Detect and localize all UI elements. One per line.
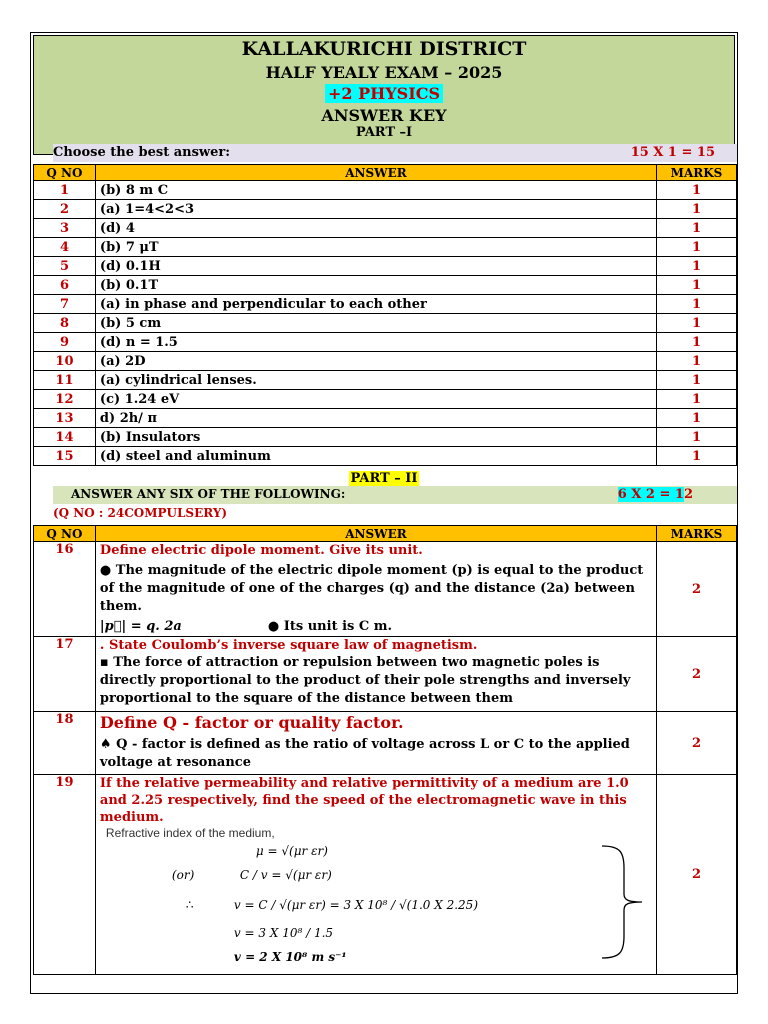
qno-cell: 6	[34, 276, 96, 295]
qno-cell: 4	[34, 238, 96, 257]
marks-cell: 1	[657, 219, 737, 238]
marks-cell: 1	[657, 295, 737, 314]
qno-cell: 14	[34, 428, 96, 447]
qno-cell: 11	[34, 371, 96, 390]
table-row	[34, 447, 737, 466]
table-row	[34, 219, 737, 238]
answer-cell: (d) 0.1H	[95, 257, 656, 276]
qno-cell: 1	[34, 181, 96, 200]
answer-cell: (d) n = 1.5	[95, 333, 656, 352]
answer-cell: (d) 4	[95, 219, 656, 238]
part1-marks-total: 15 X 1 = 15	[630, 145, 715, 160]
answer-cell: d) 2h/ π	[95, 409, 656, 428]
answer-text: ♠ Q - factor is defined as the ratio of voltage across L or C to the applied voltage at resonance	[99, 737, 630, 770]
part1-instruction-bar	[53, 144, 737, 162]
solution-line-4: v = 3 X 10⁸ / 1.5	[233, 926, 334, 940]
answer-cell: (b) Insulators	[95, 428, 656, 447]
answer-cell	[95, 637, 656, 712]
answer-cell: (b) 0.1T	[95, 276, 656, 295]
qno-cell: 2	[34, 200, 96, 219]
answer-cell: (d) steel and aluminum	[95, 447, 656, 466]
col-marks: MARKS	[657, 526, 737, 542]
part2-compulsory-note: (Q NO : 24COMPULSERY)	[53, 506, 228, 520]
answer-cell	[95, 542, 656, 637]
table-row	[34, 775, 737, 975]
table-row	[34, 428, 737, 447]
solution-intro: Refractive index of the medium,	[105, 826, 275, 840]
answer-cell	[95, 712, 656, 775]
table-row	[34, 390, 737, 409]
answer-text: ▪ The force of attraction or repulsion between two magnetic poles is directly proportional to the product of their pole strengths and inversely proportional to the square of the distance between them	[99, 655, 631, 706]
qno-cell: 10	[34, 352, 96, 371]
dipole-formula: |p⃗| = q. 2a	[99, 619, 182, 634]
marks-cell: 1	[657, 428, 737, 447]
marks-cell: 1	[657, 200, 737, 219]
table-row	[34, 314, 737, 333]
question-text: . State Coulomb’s inverse square law of magnetism.	[99, 638, 478, 653]
table-row	[34, 181, 737, 200]
qno-cell: 17	[34, 637, 96, 712]
or-label: (or)	[171, 868, 195, 882]
qno-cell: 13	[34, 409, 96, 428]
solution-line-2: C / v = √(μr εr)	[239, 868, 332, 882]
part2-instruction-bar	[53, 486, 737, 504]
marks-cell: 1	[657, 390, 737, 409]
part1-title: PART –I	[355, 125, 413, 140]
part2-marks-total: 6 X 2 = 1	[617, 487, 684, 502]
solution-block	[100, 826, 652, 974]
answer-key-page	[30, 32, 738, 994]
part1-table	[33, 164, 737, 466]
table-row	[34, 637, 737, 712]
table-row	[34, 200, 737, 219]
marks-cell: 2	[657, 637, 737, 712]
answer-cell: (b) 5 cm	[95, 314, 656, 333]
question-text: If the relative permeability and relative permittivity of a medium are 1.0 and 2.25 respectively, find the speed of the electromagnetic wave in this medium.	[99, 776, 629, 825]
part1-instruction: Choose the best answer:	[53, 145, 231, 160]
qno-cell: 16	[34, 542, 96, 637]
answer-cell: (a) in phase and perpendicular to each other	[95, 295, 656, 314]
qno-cell: 19	[34, 775, 96, 975]
col-qno: Q NO	[34, 165, 96, 181]
table-row	[34, 352, 737, 371]
answer-cell: (c) 1.24 eV	[95, 390, 656, 409]
right-brace-icon	[598, 844, 648, 960]
part2-marks-total-end: 2	[683, 487, 693, 502]
answer-cell: (a) 1=4<2<3	[95, 200, 656, 219]
table-row	[34, 276, 737, 295]
unit-text: ● Its unit is C m.	[267, 619, 393, 634]
table-row	[34, 238, 737, 257]
marks-cell: 1	[657, 352, 737, 371]
therefore-symbol: ∴	[185, 898, 194, 912]
marks-cell: 1	[657, 447, 737, 466]
table-row	[34, 542, 737, 637]
question-text: Define Q - factor or quality factor.	[99, 713, 404, 732]
table-row	[34, 712, 737, 775]
exam-title: HALF YEALY EXAM – 2025	[265, 63, 503, 82]
marks-cell: 1	[657, 276, 737, 295]
answer-cell: (b) 7 μT	[95, 238, 656, 257]
col-answer: ANSWER	[95, 526, 656, 542]
table-row	[34, 257, 737, 276]
qno-cell: 5	[34, 257, 96, 276]
qno-cell: 18	[34, 712, 96, 775]
marks-cell: 1	[657, 238, 737, 257]
marks-cell: 1	[657, 314, 737, 333]
marks-cell: 2	[657, 775, 737, 975]
marks-cell: 1	[657, 181, 737, 200]
table-row	[34, 295, 737, 314]
answer-text: ● The magnitude of the electric dipole moment (p) is equal to the product of the magnitude of one of the charges (q) and the distance (2a) between them.	[99, 563, 644, 614]
answer-key-title: ANSWER KEY	[321, 106, 447, 125]
question-text: Define electric dipole moment. Give its unit.	[99, 543, 423, 558]
marks-cell: 2	[657, 712, 737, 775]
qno-cell: 12	[34, 390, 96, 409]
col-marks: MARKS	[657, 165, 737, 181]
answer-cell: (a) cylindrical lenses.	[95, 371, 656, 390]
part2-header-row	[34, 526, 737, 542]
subject-title: +2 PHYSICS	[325, 84, 443, 103]
qno-cell: 9	[34, 333, 96, 352]
answer-cell: (a) 2D	[95, 352, 656, 371]
qno-cell: 7	[34, 295, 96, 314]
answer-cell: (b) 8 m C	[95, 181, 656, 200]
district-title: KALLAKURICHI DISTRICT	[241, 38, 527, 60]
part1-header-row	[34, 165, 737, 181]
table-row	[34, 409, 737, 428]
col-answer: ANSWER	[95, 165, 656, 181]
marks-cell: 1	[657, 257, 737, 276]
marks-cell: 1	[657, 371, 737, 390]
table-row	[34, 371, 737, 390]
qno-cell: 15	[34, 447, 96, 466]
marks-cell: 1	[657, 409, 737, 428]
marks-cell: 1	[657, 333, 737, 352]
solution-line-3: v = C / √(μr εr) = 3 X 10⁸ / √(1.0 X 2.25)	[233, 898, 478, 912]
solution-line-5: v = 2 X 10⁸ m s⁻¹	[233, 950, 347, 964]
qno-cell: 3	[34, 219, 96, 238]
col-qno: Q NO	[34, 526, 96, 542]
qno-cell: 8	[34, 314, 96, 333]
part2-instruction: ANSWER ANY SIX OF THE FOLLOWING:	[71, 487, 346, 501]
part2-table	[33, 525, 737, 975]
table-row	[34, 333, 737, 352]
part2-title: PART – II	[350, 471, 418, 486]
solution-line-1: μ = √(μr εr)	[255, 844, 328, 858]
marks-cell: 2	[657, 542, 737, 637]
answer-cell	[95, 775, 656, 975]
